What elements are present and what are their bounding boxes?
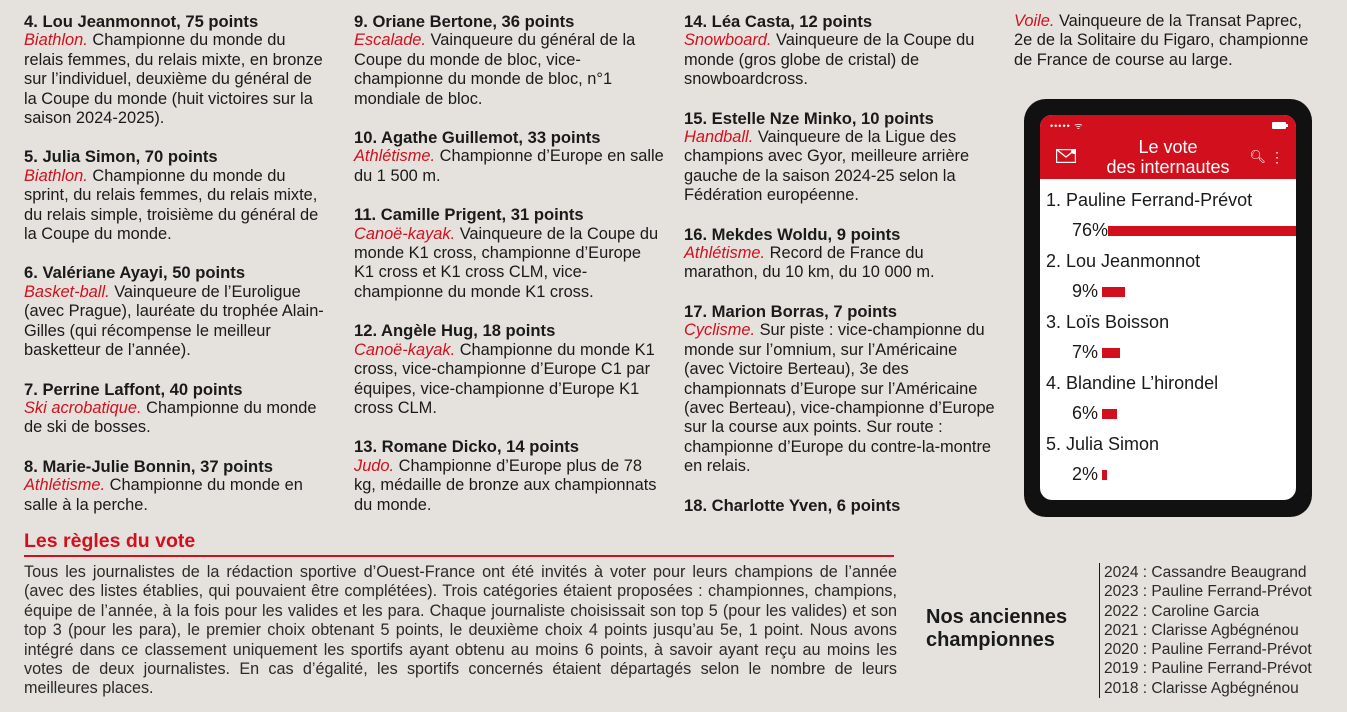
vote-bar bbox=[1102, 470, 1107, 480]
signal-icon: ••••• ᯤ bbox=[1050, 121, 1084, 131]
athlete-description bbox=[24, 399, 324, 438]
athlete-title: 18. Charlotte Yven, 6 points bbox=[684, 495, 901, 515]
athlete-entry bbox=[24, 263, 324, 360]
athlete-description bbox=[24, 476, 324, 515]
vote-item bbox=[1046, 189, 1296, 250]
athlete-title: 17. Marion Borras, 7 points bbox=[684, 301, 898, 321]
vote-name: 1. Pauline Ferrand-Prévot bbox=[1046, 190, 1253, 210]
athlete-description bbox=[354, 147, 664, 186]
vote-percentage: 7% bbox=[1072, 342, 1099, 362]
athlete-entry bbox=[354, 205, 664, 302]
athlete-description bbox=[354, 31, 664, 109]
athlete-title: 6. Valériane Ayayi, 50 points bbox=[24, 263, 246, 283]
app-title-line2: des internautes bbox=[1106, 157, 1230, 177]
athlete-description bbox=[354, 341, 664, 419]
athlete-title: 13. Romane Dicko, 14 points bbox=[354, 437, 580, 457]
athlete-entry bbox=[354, 128, 664, 186]
athlete-entry bbox=[24, 12, 324, 128]
column-4 bbox=[1014, 12, 1314, 89]
vote-bar bbox=[1102, 287, 1125, 297]
athlete-entry bbox=[354, 321, 664, 418]
former-champion-row: 2019 : Pauline Ferrand-Prévot bbox=[1104, 660, 1312, 678]
former-champion-row: 2021 : Clarisse Agbégnénou bbox=[1104, 621, 1299, 639]
phone-mockup bbox=[1024, 99, 1312, 517]
sport-label: Handball. bbox=[684, 128, 754, 147]
athlete-entry bbox=[24, 380, 324, 438]
athlete-entry bbox=[684, 12, 999, 90]
athlete-description bbox=[24, 167, 324, 245]
achievements-text: Championne du monde de ski de bosses. bbox=[24, 398, 317, 437]
athlete-description bbox=[1014, 12, 1314, 70]
former-champion-row: 2023 : Pauline Ferrand-Prévot bbox=[1104, 583, 1312, 601]
vote-item bbox=[1046, 250, 1296, 311]
athlete-title: 9. Oriane Bertone, 36 points bbox=[354, 12, 575, 31]
athlete-title: 10. Agathe Guillemot, 33 points bbox=[354, 128, 601, 148]
sport-label: Basket-ball. bbox=[24, 282, 110, 301]
battery-icon bbox=[1272, 122, 1286, 129]
sport-label: Judo. bbox=[354, 456, 395, 475]
former-champion-row: 2020 : Pauline Ferrand-Prévot bbox=[1104, 641, 1312, 659]
sport-label: Athlétisme. bbox=[24, 476, 106, 495]
column-1 bbox=[24, 12, 324, 534]
sport-label: Athlétisme. bbox=[354, 147, 436, 166]
achievements-text: Vainqueure de la Transat Paprec, 2e de la Solitaire du Figaro, championne de France de course au large. bbox=[1014, 12, 1309, 69]
app-title-line1: Le vote bbox=[1138, 137, 1198, 157]
athlete-entry bbox=[684, 225, 999, 283]
search-icon[interactable]: 🔍︎ bbox=[1249, 149, 1266, 164]
athlete-title: 11. Camille Prigent, 31 points bbox=[354, 205, 584, 225]
achievements-text: Championne d’Europe en salle du 1 500 m. bbox=[354, 147, 664, 185]
athlete-description bbox=[684, 128, 999, 206]
athlete-entry bbox=[354, 12, 664, 109]
achievements-text: Record de France du marathon, du 10 km, du 10 000 m. bbox=[684, 244, 935, 282]
achievements-text: Vainqueure de l’Euroligue (avec Prague), lauréate du trophée Alain-Gilles (qui récompense le meilleur basketteur de l’année). bbox=[24, 282, 324, 360]
achievements-text: Sur piste : vice-championne du monde sur l’omnium, sur l’Américaine (avec Victoire Berteau), 3e des championnats d’Europe sur l’Américaine (avec Berteau), vice-championne d’Europe sur la course aux points. Sur route : championne d’Europe du contre-la-montre en relais. bbox=[684, 321, 995, 476]
former-champion-row: 2022 : Caroline Garcia bbox=[1104, 602, 1260, 620]
phone-screen bbox=[1040, 115, 1296, 500]
rules-title: Les règles du vote bbox=[24, 530, 196, 552]
column-2 bbox=[354, 12, 664, 534]
athlete-description bbox=[684, 321, 999, 476]
athlete-description bbox=[354, 457, 664, 515]
athlete-title: 16. Mekdes Woldu, 9 points bbox=[684, 224, 901, 244]
achievements-text: Vainqueure de la Coupe du monde K1 cross, championne d’Europe K1 cross et K1 cross CLM, vice-championne du monde K1 cross. bbox=[354, 224, 659, 301]
athlete-description bbox=[24, 31, 324, 128]
athlete-entry bbox=[684, 496, 999, 515]
sport-label: Biathlon. bbox=[24, 31, 88, 50]
more-icon[interactable]: ⋮ bbox=[1270, 149, 1284, 165]
achievements-text: Championne du monde K1 cross, vice-championne d’Europe C1 par équipes, vice-championne d’Europe K1 cross CLM. bbox=[354, 340, 655, 417]
former-champions-list bbox=[1099, 563, 1334, 698]
achievements-text: Vainqueure du général de la Coupe du monde de bloc, vice-championne du monde de bloc, n°1 mondiale de bloc. bbox=[354, 31, 636, 108]
sport-label: Biathlon. bbox=[24, 166, 88, 185]
vote-item bbox=[1046, 433, 1296, 494]
former-champion-row: 2024 : Cassandre Beaugrand bbox=[1104, 564, 1307, 581]
athlete-description bbox=[354, 225, 664, 303]
vote-name: 5. Julia Simon bbox=[1046, 434, 1160, 454]
athlete-entry bbox=[24, 457, 324, 515]
vote-percentage: 2% bbox=[1072, 464, 1099, 484]
sport-label: Canoë-kayak. bbox=[354, 224, 456, 243]
sport-label: Escalade. bbox=[354, 31, 426, 50]
column-3 bbox=[684, 12, 999, 534]
achievements-text: Championne d’Europe plus de 78 kg, médaille de bronze aux championnats du monde. bbox=[354, 456, 657, 514]
athlete-title: 8. Marie-Julie Bonnin, 37 points bbox=[24, 456, 273, 476]
athlete-entry bbox=[24, 147, 324, 244]
sport-label: Ski acrobatique. bbox=[24, 398, 142, 417]
athlete-title: 4. Lou Jeanmonnot, 75 points bbox=[24, 12, 259, 31]
achievements-text: Championne du monde en salle à la perche. bbox=[24, 476, 303, 514]
former-champions-title: Nos anciennes championnes bbox=[926, 606, 1068, 651]
vote-bar bbox=[1102, 409, 1117, 419]
athlete-entry bbox=[1014, 12, 1314, 70]
athlete-title: 15. Estelle Nze Minko, 10 points bbox=[684, 108, 934, 128]
app-title bbox=[1080, 137, 1256, 177]
status-bar bbox=[1050, 121, 1286, 131]
athlete-title: 12. Angèle Hug, 18 points bbox=[354, 321, 556, 341]
sport-label: Voile. bbox=[1014, 12, 1055, 30]
achievements-text: Championne du monde du sprint, du relais femmes, du relais mixte, du relais simple, troisième du général de la Coupe du monde. bbox=[24, 166, 319, 244]
vote-item bbox=[1046, 372, 1296, 433]
app-header bbox=[1040, 115, 1296, 179]
vote-percentage: 6% bbox=[1072, 403, 1099, 423]
rules-divider bbox=[24, 555, 894, 557]
vote-percentage: 76% bbox=[1072, 220, 1109, 240]
mail-icon[interactable] bbox=[1056, 149, 1076, 163]
sport-label: Cyclisme. bbox=[684, 321, 756, 340]
rules-text: Tous les journalistes de la rédaction sportive d’Ouest-France ont été invités à voter pour leurs champions de l’année (avec des listes établies, qui pouvaient être complétées). Trois catégories étaient proposées : championnes, champions, équipe de l’année, à la fois pour les valides et les para. Chaque journaliste choisissait son top 5 (pour les valides) et son top 3 (pour les para), le premier choix obtenant 5 points, le deuxième choix 4 points jusqu’au 5e, 1 point. Nous avons intégré dans ce classement uniquement les sportifs ayant obtenu au moins 6 points, à savoir ayant reçu au moins les votes de deux journalistes. En cas d’égalité, les sportifs concernés étaient départagés selon le nombre de leurs meilleures places. bbox=[24, 563, 897, 698]
achievements-text: Championne du monde du relais femmes, du relais mixte, en bronze sur l’individuel, deuxième du général de la Coupe du monde (huit victoires sur la saison 2024-2025). bbox=[24, 31, 323, 128]
athlete-title: 14. Léa Casta, 12 points bbox=[684, 12, 873, 31]
athlete-entry bbox=[684, 302, 999, 477]
vote-name: 4. Blandine L’hirondel bbox=[1046, 373, 1219, 393]
vote-name: 2. Lou Jeanmonnot bbox=[1046, 251, 1201, 271]
sport-label: Snowboard. bbox=[684, 31, 772, 50]
vote-list bbox=[1040, 179, 1296, 494]
achievements-text: Vainqueure de la Ligue des champions avec Gyor, meilleure arrière gauche de la saison 2024-25 selon la Fédération européenne. bbox=[684, 128, 970, 205]
vote-bar bbox=[1102, 348, 1120, 358]
athlete-entry bbox=[684, 109, 999, 206]
athlete-entry bbox=[354, 437, 664, 515]
vote-bar bbox=[1108, 226, 1296, 236]
sport-label: Canoë-kayak. bbox=[354, 340, 456, 359]
athlete-description bbox=[24, 283, 324, 361]
athlete-description bbox=[684, 244, 999, 283]
sport-label: Athlétisme. bbox=[684, 244, 766, 263]
athlete-description bbox=[684, 31, 999, 89]
achievements-text: Vainqueure de la Coupe du monde (gros globe de cristal) de snowboardcross. bbox=[684, 31, 975, 89]
former-champion-row: 2018 : Clarisse Agbégnénou bbox=[1104, 679, 1299, 697]
athlete-title: 7. Perrine Laffont, 40 points bbox=[24, 379, 243, 399]
vote-percentage: 9% bbox=[1072, 281, 1099, 301]
vote-name: 3. Loïs Boisson bbox=[1046, 312, 1170, 332]
athlete-title: 5. Julia Simon, 70 points bbox=[24, 147, 218, 167]
vote-item bbox=[1046, 311, 1296, 372]
